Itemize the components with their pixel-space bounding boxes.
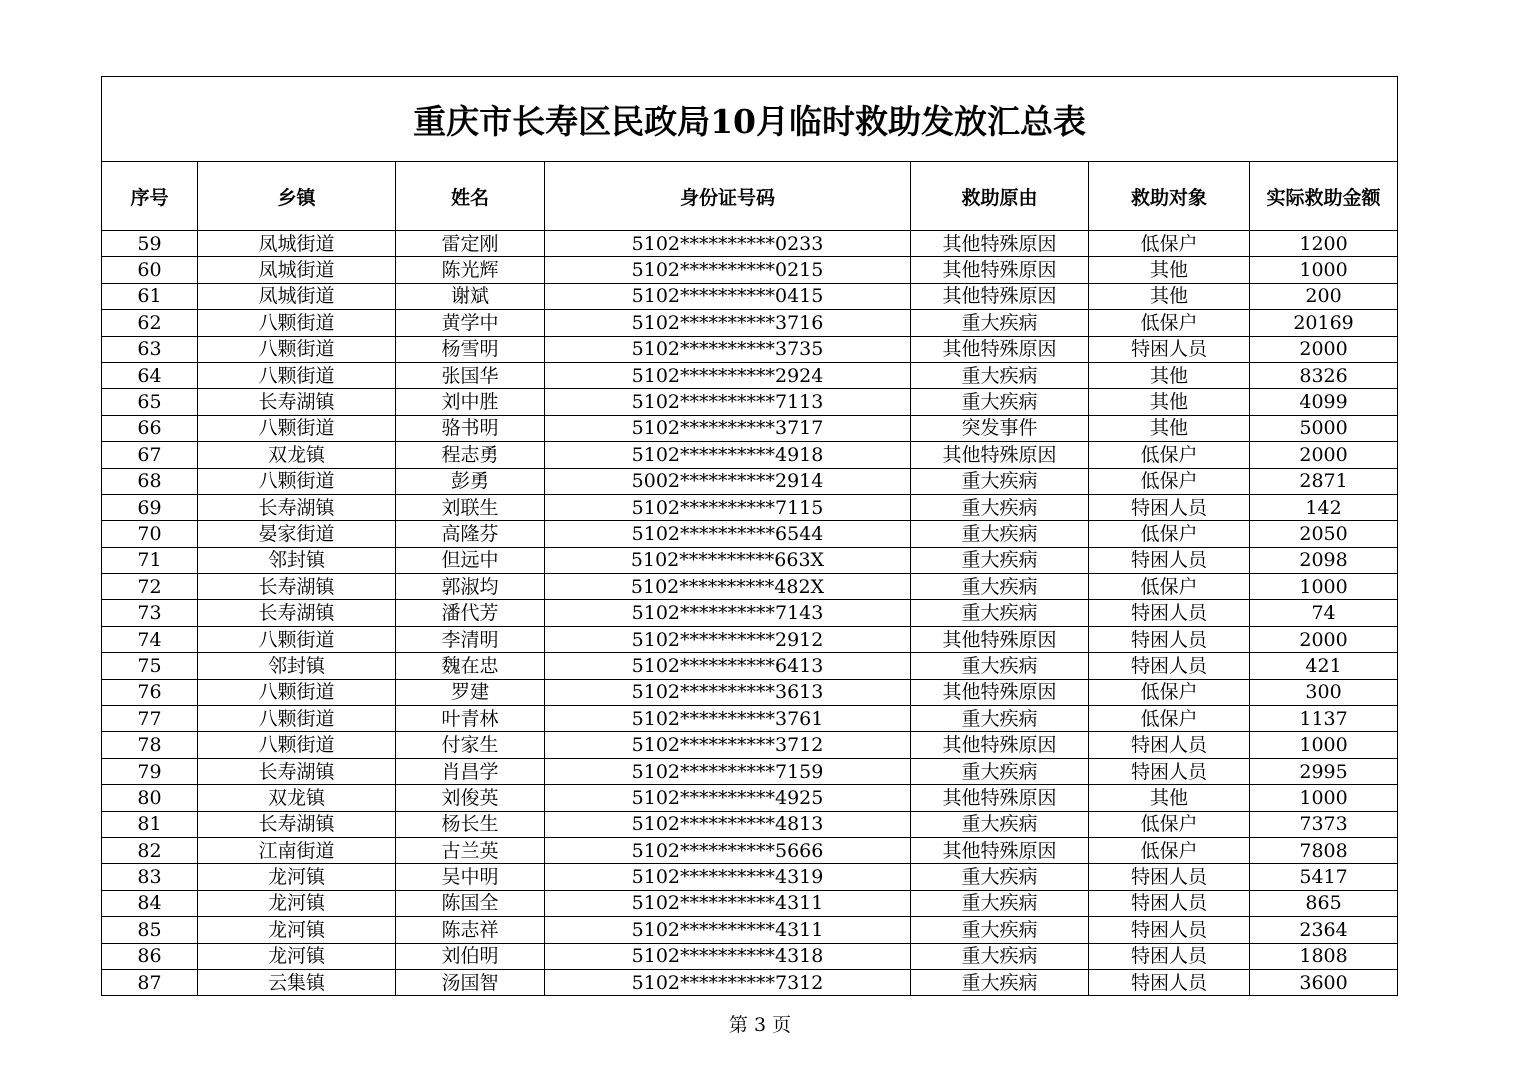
cell-township: 八颗街道 bbox=[198, 679, 396, 705]
cell-recipient-type: 其他 bbox=[1089, 785, 1250, 811]
cell-index: 82 bbox=[102, 837, 198, 863]
cell-township: 八颗街道 bbox=[198, 732, 396, 758]
cell-index: 86 bbox=[102, 943, 198, 969]
cell-index: 75 bbox=[102, 653, 198, 679]
cell-id-number: 5102**********4311 bbox=[545, 917, 911, 943]
table-row bbox=[102, 969, 1398, 995]
cell-index: 78 bbox=[102, 732, 198, 758]
cell-id-number: 5102**********7143 bbox=[545, 600, 911, 626]
table-row bbox=[102, 653, 1398, 679]
cell-name: 刘俊英 bbox=[396, 785, 545, 811]
cell-reason: 重大疾病 bbox=[911, 521, 1089, 547]
cell-name: 杨雪明 bbox=[396, 336, 545, 362]
cell-township: 八颗街道 bbox=[198, 362, 396, 388]
cell-amount: 142 bbox=[1250, 494, 1398, 520]
cell-id-number: 5102**********3613 bbox=[545, 679, 911, 705]
cell-township: 长寿湖镇 bbox=[198, 811, 396, 837]
cell-township: 龙河镇 bbox=[198, 864, 396, 890]
table-row bbox=[102, 785, 1398, 811]
cell-recipient-type: 低保户 bbox=[1089, 442, 1250, 468]
cell-reason: 重大疾病 bbox=[911, 600, 1089, 626]
cell-township: 邻封镇 bbox=[198, 547, 396, 573]
cell-recipient-type: 特困人员 bbox=[1089, 732, 1250, 758]
cell-amount: 2000 bbox=[1250, 336, 1398, 362]
cell-reason: 重大疾病 bbox=[911, 389, 1089, 415]
cell-name: 谢斌 bbox=[396, 283, 545, 309]
cell-recipient-type: 特困人员 bbox=[1089, 943, 1250, 969]
cell-recipient-type: 其他 bbox=[1089, 257, 1250, 283]
cell-amount: 2050 bbox=[1250, 521, 1398, 547]
header-reason: 救助原由 bbox=[911, 162, 1089, 231]
cell-index: 63 bbox=[102, 336, 198, 362]
cell-id-number: 5102**********3712 bbox=[545, 732, 911, 758]
cell-township: 龙河镇 bbox=[198, 943, 396, 969]
header-amount: 实际救助金额 bbox=[1250, 162, 1398, 231]
cell-id-number: 5102**********482X bbox=[545, 574, 911, 600]
cell-township: 龙河镇 bbox=[198, 917, 396, 943]
cell-name: 黄学中 bbox=[396, 310, 545, 336]
cell-id-number: 5102**********4319 bbox=[545, 864, 911, 890]
table-row bbox=[102, 442, 1398, 468]
cell-township: 晏家街道 bbox=[198, 521, 396, 547]
cell-id-number: 5102**********7115 bbox=[545, 494, 911, 520]
cell-index: 76 bbox=[102, 679, 198, 705]
table-row bbox=[102, 837, 1398, 863]
cell-recipient-type: 其他 bbox=[1089, 415, 1250, 441]
cell-reason: 重大疾病 bbox=[911, 969, 1089, 995]
cell-recipient-type: 特困人员 bbox=[1089, 864, 1250, 890]
cell-township: 双龙镇 bbox=[198, 442, 396, 468]
cell-reason: 其他特殊原因 bbox=[911, 283, 1089, 309]
cell-reason: 重大疾病 bbox=[911, 362, 1089, 388]
table-row bbox=[102, 626, 1398, 652]
cell-id-number: 5102**********4813 bbox=[545, 811, 911, 837]
cell-id-number: 5102**********0233 bbox=[545, 231, 911, 257]
cell-reason: 其他特殊原因 bbox=[911, 231, 1089, 257]
cell-amount: 1000 bbox=[1250, 785, 1398, 811]
table-row bbox=[102, 310, 1398, 336]
table-row bbox=[102, 706, 1398, 732]
cell-township: 八颗街道 bbox=[198, 706, 396, 732]
cell-index: 66 bbox=[102, 415, 198, 441]
cell-township: 长寿湖镇 bbox=[198, 494, 396, 520]
cell-township: 八颗街道 bbox=[198, 310, 396, 336]
cell-id-number: 5102**********2912 bbox=[545, 626, 911, 652]
header-index: 序号 bbox=[102, 162, 198, 231]
cell-index: 83 bbox=[102, 864, 198, 890]
cell-id-number: 5102**********3717 bbox=[545, 415, 911, 441]
cell-name: 陈光辉 bbox=[396, 257, 545, 283]
cell-township: 长寿湖镇 bbox=[198, 574, 396, 600]
cell-id-number: 5102**********7113 bbox=[545, 389, 911, 415]
cell-reason: 突发事件 bbox=[911, 415, 1089, 441]
table-row bbox=[102, 547, 1398, 573]
cell-recipient-type: 特困人员 bbox=[1089, 969, 1250, 995]
table-row bbox=[102, 283, 1398, 309]
cell-id-number: 5102**********4925 bbox=[545, 785, 911, 811]
header-township: 乡镇 bbox=[198, 162, 396, 231]
cell-amount: 2871 bbox=[1250, 468, 1398, 494]
cell-amount: 865 bbox=[1250, 890, 1398, 916]
cell-reason: 其他特殊原因 bbox=[911, 336, 1089, 362]
cell-reason: 其他特殊原因 bbox=[911, 442, 1089, 468]
cell-reason: 其他特殊原因 bbox=[911, 837, 1089, 863]
cell-name: 罗建 bbox=[396, 679, 545, 705]
cell-reason: 其他特殊原因 bbox=[911, 626, 1089, 652]
cell-name: 雷定刚 bbox=[396, 231, 545, 257]
cell-id-number: 5102**********4918 bbox=[545, 442, 911, 468]
cell-index: 68 bbox=[102, 468, 198, 494]
cell-amount: 1000 bbox=[1250, 732, 1398, 758]
cell-township: 八颗街道 bbox=[198, 468, 396, 494]
cell-id-number: 5102**********2924 bbox=[545, 362, 911, 388]
relief-table bbox=[101, 76, 1398, 996]
cell-recipient-type: 特困人员 bbox=[1089, 336, 1250, 362]
cell-township: 长寿湖镇 bbox=[198, 600, 396, 626]
cell-name: 叶青林 bbox=[396, 706, 545, 732]
cell-reason: 重大疾病 bbox=[911, 547, 1089, 573]
cell-index: 80 bbox=[102, 785, 198, 811]
cell-recipient-type: 特困人员 bbox=[1089, 494, 1250, 520]
cell-amount: 1000 bbox=[1250, 257, 1398, 283]
cell-recipient-type: 低保户 bbox=[1089, 574, 1250, 600]
cell-amount: 2364 bbox=[1250, 917, 1398, 943]
cell-index: 74 bbox=[102, 626, 198, 652]
table-row bbox=[102, 336, 1398, 362]
cell-township: 邻封镇 bbox=[198, 653, 396, 679]
cell-reason: 重大疾病 bbox=[911, 864, 1089, 890]
cell-index: 62 bbox=[102, 310, 198, 336]
cell-amount: 7808 bbox=[1250, 837, 1398, 863]
table-row bbox=[102, 864, 1398, 890]
cell-name: 汤国智 bbox=[396, 969, 545, 995]
cell-name: 古兰英 bbox=[396, 837, 545, 863]
cell-index: 60 bbox=[102, 257, 198, 283]
table-row bbox=[102, 521, 1398, 547]
table-row bbox=[102, 494, 1398, 520]
cell-amount: 74 bbox=[1250, 600, 1398, 626]
cell-township: 长寿湖镇 bbox=[198, 758, 396, 784]
cell-index: 73 bbox=[102, 600, 198, 626]
cell-recipient-type: 其他 bbox=[1089, 389, 1250, 415]
cell-id-number: 5102**********5666 bbox=[545, 837, 911, 863]
cell-reason: 其他特殊原因 bbox=[911, 257, 1089, 283]
table-row bbox=[102, 362, 1398, 388]
table-row bbox=[102, 415, 1398, 441]
cell-id-number: 5102**********0415 bbox=[545, 283, 911, 309]
cell-amount: 421 bbox=[1250, 653, 1398, 679]
cell-recipient-type: 低保户 bbox=[1089, 706, 1250, 732]
table-row bbox=[102, 943, 1398, 969]
cell-name: 骆书明 bbox=[396, 415, 545, 441]
cell-recipient-type: 低保户 bbox=[1089, 679, 1250, 705]
cell-reason: 重大疾病 bbox=[911, 706, 1089, 732]
cell-amount: 8326 bbox=[1250, 362, 1398, 388]
cell-township: 八颗街道 bbox=[198, 336, 396, 362]
cell-recipient-type: 低保户 bbox=[1089, 811, 1250, 837]
cell-recipient-type: 特困人员 bbox=[1089, 758, 1250, 784]
cell-recipient-type: 低保户 bbox=[1089, 837, 1250, 863]
cell-reason: 重大疾病 bbox=[911, 494, 1089, 520]
cell-reason: 重大疾病 bbox=[911, 310, 1089, 336]
cell-amount: 2995 bbox=[1250, 758, 1398, 784]
cell-reason: 重大疾病 bbox=[911, 890, 1089, 916]
cell-name: 刘联生 bbox=[396, 494, 545, 520]
cell-name: 陈志祥 bbox=[396, 917, 545, 943]
cell-name: 高隆芬 bbox=[396, 521, 545, 547]
cell-township: 龙河镇 bbox=[198, 890, 396, 916]
cell-id-number: 5002**********2914 bbox=[545, 468, 911, 494]
cell-recipient-type: 特困人员 bbox=[1089, 890, 1250, 916]
table-title: 重庆市长寿区民政局10月临时救助发放汇总表 bbox=[102, 77, 1398, 162]
cell-amount: 2000 bbox=[1250, 442, 1398, 468]
cell-id-number: 5102**********6413 bbox=[545, 653, 911, 679]
table-row bbox=[102, 917, 1398, 943]
cell-amount: 7373 bbox=[1250, 811, 1398, 837]
cell-name: 肖昌学 bbox=[396, 758, 545, 784]
table-row bbox=[102, 389, 1398, 415]
cell-amount: 300 bbox=[1250, 679, 1398, 705]
cell-reason: 重大疾病 bbox=[911, 653, 1089, 679]
cell-name: 陈国全 bbox=[396, 890, 545, 916]
cell-name: 李清明 bbox=[396, 626, 545, 652]
cell-name: 杨长生 bbox=[396, 811, 545, 837]
cell-name: 张国华 bbox=[396, 362, 545, 388]
cell-recipient-type: 其他 bbox=[1089, 283, 1250, 309]
cell-township: 八颗街道 bbox=[198, 626, 396, 652]
cell-township: 凤城街道 bbox=[198, 283, 396, 309]
cell-reason: 重大疾病 bbox=[911, 943, 1089, 969]
cell-amount: 20169 bbox=[1250, 310, 1398, 336]
relief-summary-sheet bbox=[101, 76, 1397, 996]
cell-recipient-type: 低保户 bbox=[1089, 310, 1250, 336]
cell-recipient-type: 特困人员 bbox=[1089, 600, 1250, 626]
cell-id-number: 5102**********3716 bbox=[545, 310, 911, 336]
cell-name: 魏在忠 bbox=[396, 653, 545, 679]
cell-id-number: 5102**********4318 bbox=[545, 943, 911, 969]
cell-name: 付家生 bbox=[396, 732, 545, 758]
table-row bbox=[102, 890, 1398, 916]
cell-id-number: 5102**********663X bbox=[545, 547, 911, 573]
cell-amount: 1137 bbox=[1250, 706, 1398, 732]
cell-amount: 3600 bbox=[1250, 969, 1398, 995]
cell-amount: 1200 bbox=[1250, 231, 1398, 257]
cell-name: 程志勇 bbox=[396, 442, 545, 468]
cell-recipient-type: 低保户 bbox=[1089, 521, 1250, 547]
cell-index: 69 bbox=[102, 494, 198, 520]
cell-reason: 其他特殊原因 bbox=[911, 732, 1089, 758]
cell-id-number: 5102**********0215 bbox=[545, 257, 911, 283]
cell-index: 84 bbox=[102, 890, 198, 916]
cell-index: 64 bbox=[102, 362, 198, 388]
cell-township: 八颗街道 bbox=[198, 415, 396, 441]
cell-amount: 5417 bbox=[1250, 864, 1398, 890]
table-row bbox=[102, 758, 1398, 784]
cell-index: 59 bbox=[102, 231, 198, 257]
table-row bbox=[102, 732, 1398, 758]
cell-recipient-type: 特困人员 bbox=[1089, 653, 1250, 679]
cell-name: 彭勇 bbox=[396, 468, 545, 494]
cell-index: 67 bbox=[102, 442, 198, 468]
cell-reason: 重大疾病 bbox=[911, 758, 1089, 784]
cell-name: 吴中明 bbox=[396, 864, 545, 890]
table-row bbox=[102, 257, 1398, 283]
cell-id-number: 5102**********6544 bbox=[545, 521, 911, 547]
header-id-number: 身份证号码 bbox=[545, 162, 911, 231]
cell-recipient-type: 特困人员 bbox=[1089, 547, 1250, 573]
table-row bbox=[102, 574, 1398, 600]
cell-name: 郭淑均 bbox=[396, 574, 545, 600]
cell-index: 61 bbox=[102, 283, 198, 309]
cell-amount: 200 bbox=[1250, 283, 1398, 309]
cell-name: 刘中胜 bbox=[396, 389, 545, 415]
table-row bbox=[102, 600, 1398, 626]
header-recipient-type: 救助对象 bbox=[1089, 162, 1250, 231]
cell-index: 87 bbox=[102, 969, 198, 995]
table-row bbox=[102, 811, 1398, 837]
header-row bbox=[102, 162, 1398, 231]
cell-index: 77 bbox=[102, 706, 198, 732]
cell-amount: 1808 bbox=[1250, 943, 1398, 969]
cell-township: 江南街道 bbox=[198, 837, 396, 863]
cell-township: 云集镇 bbox=[198, 969, 396, 995]
cell-index: 70 bbox=[102, 521, 198, 547]
cell-index: 71 bbox=[102, 547, 198, 573]
cell-amount: 5000 bbox=[1250, 415, 1398, 441]
cell-reason: 重大疾病 bbox=[911, 917, 1089, 943]
cell-id-number: 5102**********3761 bbox=[545, 706, 911, 732]
cell-reason: 重大疾病 bbox=[911, 574, 1089, 600]
cell-id-number: 5102**********4311 bbox=[545, 890, 911, 916]
cell-amount: 4099 bbox=[1250, 389, 1398, 415]
cell-township: 双龙镇 bbox=[198, 785, 396, 811]
cell-index: 65 bbox=[102, 389, 198, 415]
cell-recipient-type: 特困人员 bbox=[1089, 626, 1250, 652]
table-row bbox=[102, 679, 1398, 705]
cell-id-number: 5102**********7312 bbox=[545, 969, 911, 995]
cell-name: 但远中 bbox=[396, 547, 545, 573]
cell-recipient-type: 特困人员 bbox=[1089, 917, 1250, 943]
cell-recipient-type: 低保户 bbox=[1089, 468, 1250, 494]
cell-township: 凤城街道 bbox=[198, 231, 396, 257]
page-number: 第 3 页 bbox=[728, 1014, 792, 1036]
header-name: 姓名 bbox=[396, 162, 545, 231]
cell-recipient-type: 其他 bbox=[1089, 362, 1250, 388]
cell-reason: 重大疾病 bbox=[911, 811, 1089, 837]
table-row bbox=[102, 468, 1398, 494]
cell-id-number: 5102**********7159 bbox=[545, 758, 911, 784]
table-row bbox=[102, 231, 1398, 257]
cell-index: 79 bbox=[102, 758, 198, 784]
cell-name: 潘代芳 bbox=[396, 600, 545, 626]
cell-amount: 1000 bbox=[1250, 574, 1398, 600]
cell-index: 85 bbox=[102, 917, 198, 943]
cell-index: 81 bbox=[102, 811, 198, 837]
cell-reason: 其他特殊原因 bbox=[911, 679, 1089, 705]
cell-township: 凤城街道 bbox=[198, 257, 396, 283]
cell-reason: 重大疾病 bbox=[911, 468, 1089, 494]
cell-amount: 2098 bbox=[1250, 547, 1398, 573]
cell-reason: 其他特殊原因 bbox=[911, 785, 1089, 811]
cell-id-number: 5102**********3735 bbox=[545, 336, 911, 362]
cell-township: 长寿湖镇 bbox=[198, 389, 396, 415]
cell-index: 72 bbox=[102, 574, 198, 600]
cell-recipient-type: 低保户 bbox=[1089, 231, 1250, 257]
cell-amount: 2000 bbox=[1250, 626, 1398, 652]
cell-name: 刘伯明 bbox=[396, 943, 545, 969]
